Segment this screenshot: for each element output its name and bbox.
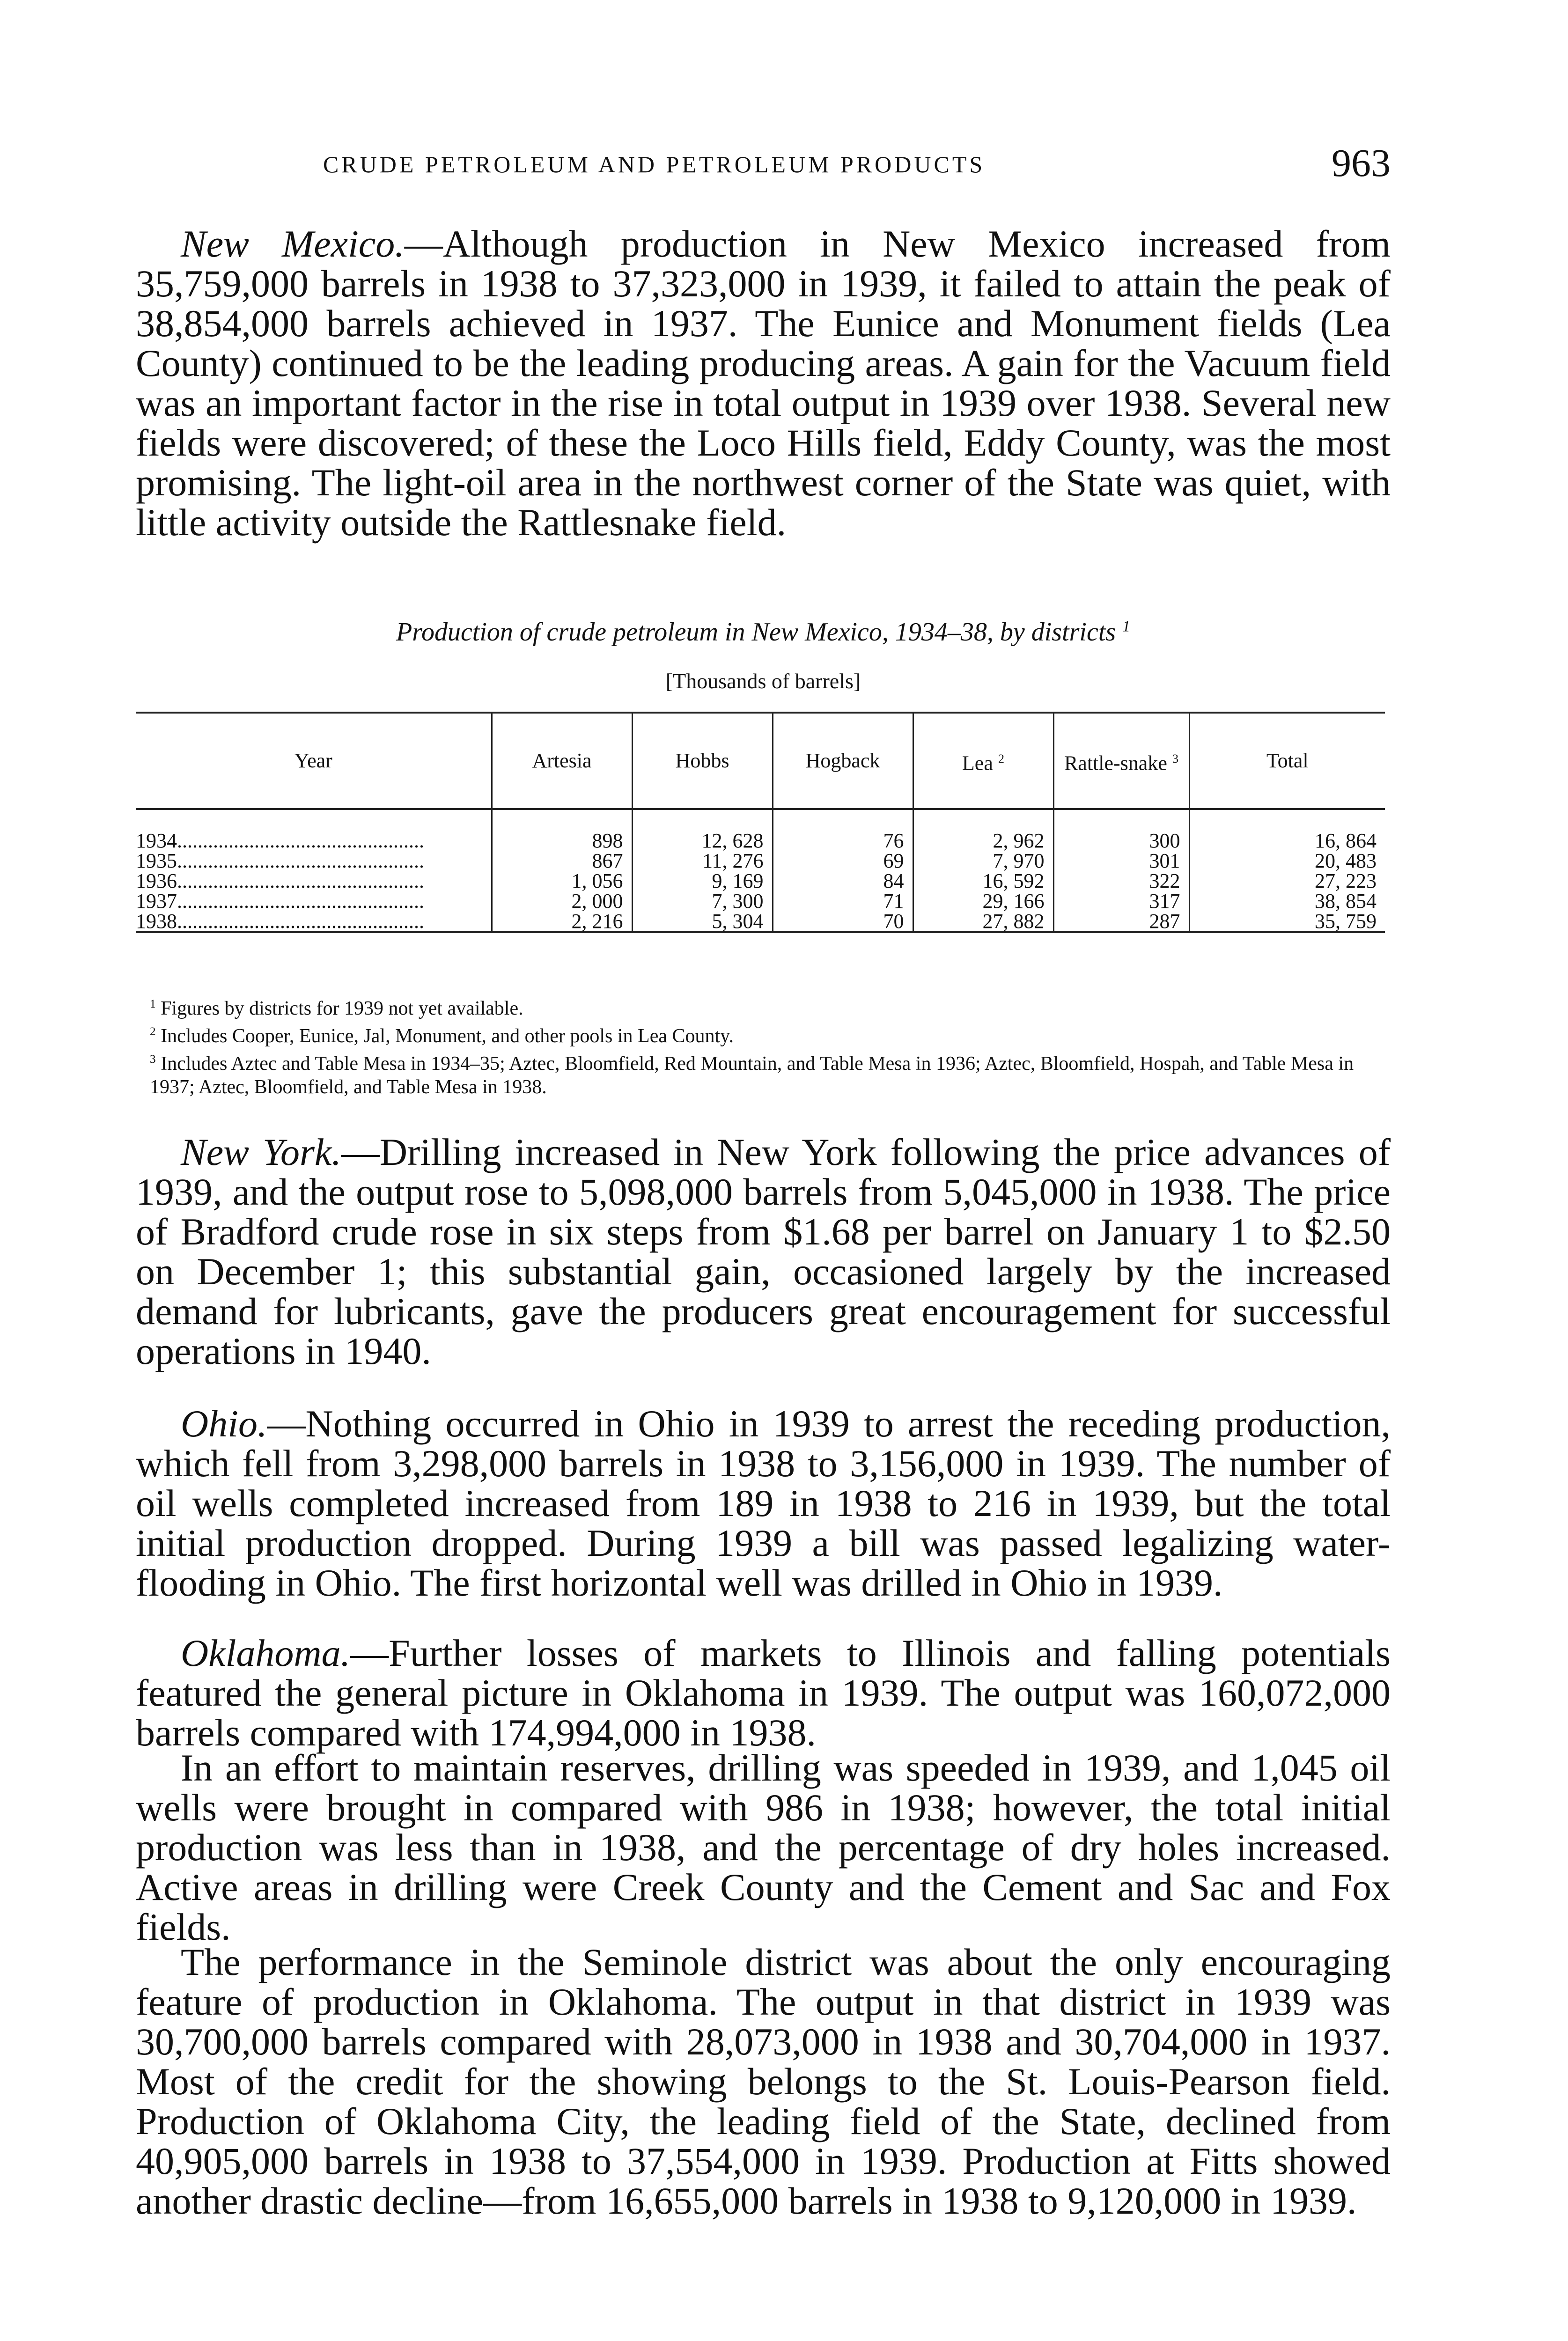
production-table	[136, 712, 1385, 933]
year-cell: 1935................................................	[136, 851, 492, 871]
paragraph-text: In an effort to maintain reserves, drilling was speeded in 1939, and 1,045 oil wells were brought in compared with 986 in 1938; however, the total initial production was less than in 1938, and the percentage of dry holes increased. Active areas in drilling were Creek County and the Cement and Sac and Fox fields.	[136, 1746, 1391, 1948]
state-heading: Oklahoma.	[181, 1632, 351, 1674]
page-header	[136, 140, 1391, 197]
year-cell: 1934................................................	[136, 831, 492, 851]
table-cell: 84	[773, 871, 913, 891]
table-spacer-row	[136, 809, 1385, 831]
table-cell: 5, 304	[632, 911, 773, 932]
footnote	[136, 1020, 1391, 1048]
column-header-lea: Lea $^2$	[913, 713, 1053, 809]
state-heading: New York.	[181, 1131, 341, 1173]
table-title-text: Production of crude petroleum in New Mexico, 1934–38, by districts	[396, 618, 1116, 647]
leader-dots: ................................................	[177, 831, 424, 851]
paragraph-new-york	[136, 1132, 1391, 1371]
running-head: CRUDE PETROLEUM AND PETROLEUM PRODUCTS	[323, 151, 986, 177]
table-cell: 35, 759	[1189, 911, 1385, 932]
footnote-text: Includes Aztec and Table Mesa in 1934–35; Aztec, Bloomfield, Red Mountain, and Table Mesa in 1936; Aztec, Bloomfield, Hospah, and Table Mesa in 1937; Aztec, Bloomfield, and Table Mesa in 1938.	[150, 1053, 1354, 1098]
column-header-hobbs: Hobbs	[632, 713, 773, 809]
table-cell: 38, 854	[1189, 891, 1385, 911]
table-cell: 300	[1053, 831, 1189, 851]
paragraph-text: The performance in the Seminole district was about the only encouraging feature of production in Oklahoma. The output in that district in 1939 was 30,700,000 barrels compared with 28,073,000 in 1938 and 30,704,000 in 1937. Most of the credit for the showing belongs to the St. Louis-Pearson field. Production of Oklahoma City, the leading field of the State, declined from 40,905,000 barrels in 1938 to 37,554,000 in 1939. Production at Fitts showed another drastic decline—from 16,655,000 barrels in 1938 to 9,120,000 in 1939.	[136, 1941, 1391, 2222]
table-cell: 9, 169	[632, 871, 773, 891]
table-row	[136, 911, 1385, 932]
column-header-rattlesnake: Rattle-snake $^3$	[1053, 713, 1189, 809]
table-footnotes	[136, 993, 1391, 1099]
table-cell: 317	[1053, 891, 1189, 911]
leader-dots: ................................................	[177, 871, 424, 891]
table-row	[136, 851, 1385, 871]
table-row	[136, 871, 1385, 891]
table-cell: 70	[773, 911, 913, 932]
year-cell: 1936................................................	[136, 871, 492, 891]
table-cell: 12, 628	[632, 831, 773, 851]
table-cell: 16, 864	[1189, 831, 1385, 851]
table-cell: 867	[492, 851, 632, 871]
table-title	[136, 617, 1391, 647]
leader-dots: ................................................	[177, 911, 424, 932]
table-cell: 1, 056	[492, 871, 632, 891]
table-row	[136, 831, 1385, 851]
footnote-text: Figures by districts for 1939 not yet available.	[161, 998, 523, 1019]
column-header-year: Year	[136, 713, 492, 809]
table-cell: 2, 962	[913, 831, 1053, 851]
table-cell: 69	[773, 851, 913, 871]
table-cell: 29, 166	[913, 891, 1053, 911]
paragraph-ohio	[136, 1404, 1391, 1603]
year-cell: 1937................................................	[136, 891, 492, 911]
table-cell: 7, 300	[632, 891, 773, 911]
paragraph-text: —Although production in New Mexico increased from 35,759,000 barrels in 1938 to 37,323,000 in 1939, it failed to attain the peak of 38,854,000 barrels achieved in 1937. The Eunice and Monument fields (Lea County) continued to be the leading producing areas. A gain for the Vacuum field was an important factor in the rise in total output in 1939 over 1938. Several new fields were discovered; of these the Loco Hills field, Eddy County, was the most promising. The light-oil area in the northwest corner of the State was quiet, with little activity outside the Rattlesnake field.	[136, 222, 1391, 544]
table-cell: 322	[1053, 871, 1189, 891]
table-cell: 2, 000	[492, 891, 632, 911]
table-header-row	[136, 713, 1385, 809]
paragraph-oklahoma-seminole	[136, 1942, 1391, 2221]
table-cell: 27, 882	[913, 911, 1053, 932]
table-cell: 898	[492, 831, 632, 851]
column-header-artesia: Artesia	[492, 713, 632, 809]
column-header-total: Total	[1189, 713, 1385, 809]
footnote-text: Includes Cooper, Eunice, Jal, Monument, and other pools in Lea County.	[161, 1025, 734, 1047]
table-title-footnote-ref: 1	[1122, 618, 1130, 635]
paragraph-oklahoma-drilling	[136, 1748, 1391, 1947]
table-cell: 71	[773, 891, 913, 911]
paragraph-oklahoma	[136, 1633, 1391, 1752]
footnote-mark: 3	[150, 1053, 156, 1066]
year-cell: 1938................................................	[136, 911, 492, 932]
state-heading: New Mexico.	[181, 222, 405, 265]
table-cell: 2, 216	[492, 911, 632, 932]
table-cell: 76	[773, 831, 913, 851]
table-cell: 287	[1053, 911, 1189, 932]
paragraph-text: —Drilling increased in New York following the price advances of 1939, and the output rose to 5,098,000 barrels from 5,045,000 in 1938. The price of Bradford crude rose in six steps from $1.68 per barrel on January 1 to $2.50 on December 1; this substantial gain, occasioned largely by the increased demand for lubricants, gave the producers great encouragement for successful operations in 1940.	[136, 1131, 1391, 1372]
footnote	[136, 993, 1391, 1020]
paragraph-text: —Further losses of markets to Illinois and falling potentials featured the general picture in Oklahoma in 1939. The output was 160,072,000 barrels compared with 174,994,000 in 1938.	[136, 1632, 1391, 1754]
state-heading: Ohio.	[181, 1402, 267, 1445]
table-cell: 27, 223	[1189, 871, 1385, 891]
table-row	[136, 891, 1385, 911]
footnote-mark: 1	[150, 998, 156, 1010]
paragraph-text: —Nothing occurred in Ohio in 1939 to arrest the receding production, which fell from 3,298,000 barrels in 1938 to 3,156,000 in 1939. The number of oil wells completed increased from 189 in 1938 to 216 in 1939, but the total initial production dropped. During 1939 a bill was passed legalizing water-flooding in Ohio. The first horizontal well was drilled in Ohio in 1939.	[136, 1402, 1391, 1604]
column-footnote-ref: 2	[998, 751, 1005, 766]
table-cell: 11, 276	[632, 851, 773, 871]
footnote-mark: 2	[150, 1025, 156, 1038]
paragraph-new-mexico	[136, 224, 1391, 542]
page-number: 963	[1332, 141, 1391, 185]
column-footnote-ref: 3	[1172, 751, 1179, 766]
column-header-hogback: Hogback	[773, 713, 913, 809]
leader-dots: ................................................	[177, 891, 424, 911]
table-cell: 16, 592	[913, 871, 1053, 891]
leader-dots: ................................................	[177, 851, 424, 871]
footnote	[136, 1048, 1391, 1099]
table-cell: 301	[1053, 851, 1189, 871]
table-cell: 20, 483	[1189, 851, 1385, 871]
table-cell: 7, 970	[913, 851, 1053, 871]
table-unit: [Thousands of barrels]	[665, 669, 861, 693]
